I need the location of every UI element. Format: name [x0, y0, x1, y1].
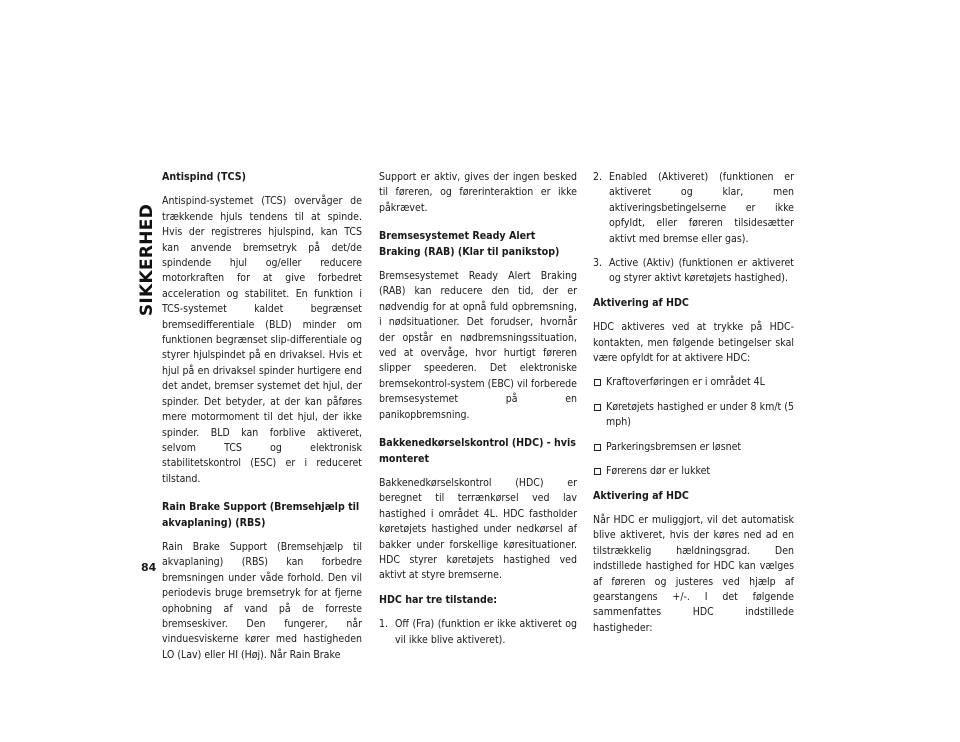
heading-activation-1: Aktivering af HDC	[593, 296, 689, 309]
heading-rbs: Rain Brake Support (Bremsehjælp til akvaplaning) (RBS)	[162, 501, 360, 529]
list-item-text: Enabled (Aktiveret) (funktionen er aktiveret og klar, men aktiveringsbetingelserne er ikke opfyldt, eller føreren tilsidesætter aktivt med bremse eller gas).	[609, 171, 794, 245]
page-number: 84	[141, 561, 157, 574]
paragraph-activation-1: HDC aktiveres ved at trykke på HDC-kontakten, men følgende betingelser skal være opfyldt for at aktivere HDC:	[593, 321, 794, 365]
text-column-1	[162, 170, 362, 672]
paragraph-rab: Bremsesystemet Ready Alert Braking (RAB) kan reducere den tid, der er nødvendig for at opnå fuld opbremsning, i nødsituationer. Det forudser, hvornår der opstår en nødbremsningssituation, ved at overvåge, hvor hurtigt føreren slipper speederen. Det elektroniske bremsekontrol-system (EBC) vil forberede bremsesystemet på en panikopbremsning.	[379, 270, 577, 421]
activation-conditions-list	[593, 375, 794, 479]
list-item	[593, 170, 794, 247]
section-side-tab	[137, 170, 157, 350]
text-column-2	[379, 170, 577, 657]
paragraph-rbs: Rain Brake Support (Bremsehjælp til akvaplaning) (RBS) kan forbedre bremsningen under våde forhold. Den vil periodevis bruge bremsetryk for at fjerne ophobning af vand på de forreste bremseskiver. Den fungerer, når vinduesviskerne kører med hastigheden LO (Lav) eller HI (Høj). Når Rain Brake	[162, 540, 362, 661]
list-item-text: Active (Aktiv) (funktionen er aktiveret og styrer aktivt køretøjets hastighed).	[609, 257, 794, 285]
list-item	[593, 256, 794, 287]
bullet-item	[593, 400, 794, 431]
list-item-number: 2.	[593, 171, 603, 183]
hdc-states-list-continued	[593, 170, 794, 287]
checkbox-bullet-icon	[594, 468, 601, 475]
checkbox-bullet-icon	[594, 379, 601, 386]
heading-hdc-states: HDC har tre tilstande:	[379, 593, 498, 606]
heading-activation-2: Aktivering af HDC	[593, 489, 689, 502]
bullet-item	[593, 440, 794, 455]
paragraph-activation-2: Når HDC er muliggjort, vil det automatisk blive aktiveret, hvis der køres ned ad en tilstrækkelig hældningsgrad. Den indstillede hastighed for HDC kan vælges af føreren og justeres ved hjælp af gearstangens +/-. I det følgende sammenfattes HDC indstillede hastigheder:	[593, 513, 794, 634]
bullet-item	[593, 375, 794, 390]
paragraph-tcs: Antispind-systemet (TCS) overvåger de trækkende hjuls tendens til at spinde. Hvis der registreres hjulspind, kan TCS kan anvende bremsetryk på det/de spindende hjul og/eller reducere motorkraften for at give forbedret acceleration og stabilitet. En funktion i TCS-systemet kaldet begrænset bremsedifferentiale (BLD) minder om funktionen begrænset slip-differentiale og styrer hjulspindet på en drivaksel. Hvis et hjul på en drivaksel spinder hurtigere end det andet, bremser systemet det hjul, der spinder. Det betyder, at der kan påføres mere motormoment til det hjul, der ikke spinder. BLD kan forblive aktiveret, selvom TCS og elektronisk stabilitetskontrol (ESC) er i reduceret tilstand.	[162, 195, 362, 485]
bullet-item	[593, 464, 794, 479]
text-column-3	[593, 170, 794, 645]
section-side-tab-label: SIKKERHED	[137, 203, 157, 317]
bullet-item-text: Parkeringsbremsen er løsnet	[606, 440, 742, 453]
hdc-states-list	[379, 617, 577, 648]
paragraph-rbs-continued: Support er aktiv, gives der ingen besked til føreren, og førerinteraktion er ikke påkrævet.	[379, 171, 577, 214]
bullet-item-text: Førerens dør er lukket	[606, 465, 711, 478]
list-item-text: Off (Fra) (funktion er ikke aktiveret og vil ikke blive aktiveret).	[395, 618, 577, 646]
heading-rab: Bremsesystemet Ready Alert Braking (RAB) (Klar til panikstop)	[379, 230, 560, 258]
bullet-item-text: Kraftoverføringen er i området 4L	[606, 376, 765, 389]
list-item	[379, 617, 577, 648]
list-item-number: 1.	[379, 618, 389, 631]
checkbox-bullet-icon	[594, 444, 601, 451]
heading-hdc: Bakkenedkørselskontrol (HDC) - hvis monteret	[379, 437, 576, 465]
list-item-number: 3.	[593, 257, 603, 270]
checkbox-bullet-icon	[594, 404, 601, 411]
heading-tcs: Antispind (TCS)	[162, 171, 246, 183]
bullet-item-text: Køretøjets hastighed er under 8 km/t (5 mph)	[606, 400, 794, 429]
paragraph-hdc: Bakkenedkørselskontrol (HDC) er beregnet til terrænkørsel ved lav hastighed i området 4L. HDC fastholder køretøjets hastighed under nedkørsel af bakker under forskellige køresituationer. HDC styrer køretøjets hastighed ved aktivt at styre bremserne.	[379, 476, 577, 582]
